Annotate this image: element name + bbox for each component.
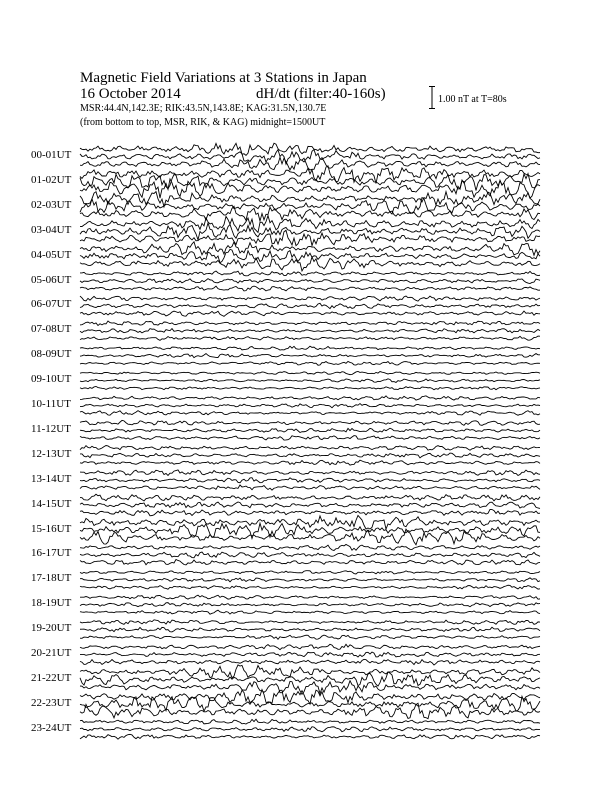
trace-msr [80,681,540,695]
trace-rik [80,404,540,408]
row-label: 07-08UT [31,323,72,336]
row-label: 19-20UT [31,622,72,635]
trace-rik [80,453,540,458]
trace-kag [80,143,540,155]
trace-kag [80,192,540,207]
row-label: 04-05UT [31,248,72,261]
chart-title: Magnetic Field Variations at 3 Stations in Japan [80,70,367,86]
trace-rik [80,603,540,607]
trace-msr [80,257,540,271]
trace-msr [80,610,540,614]
scale-bar [429,86,435,109]
trace-rik [80,578,540,582]
trace-kag [80,216,540,233]
trace-msr [80,286,540,291]
trace-kag [80,515,540,529]
trace-msr [80,361,540,365]
trace-kag [80,470,540,476]
row-label: 18-19UT [31,597,72,610]
trace-kag [80,595,540,599]
row-label: 15-16UT [31,522,72,535]
scale-label: 1.00 nT at T=80s [438,94,507,105]
trace-msr [80,485,540,490]
trace-msr [80,559,540,564]
row-label: 21-22UT [31,671,72,684]
trace-rik [80,303,540,308]
row-label: 16-17UT [31,547,72,560]
row-label: 17-18UT [31,572,72,585]
trace-rik [80,502,540,509]
row-label: 05-06UT [31,273,72,286]
trace-kag [80,620,540,625]
trace-kag [80,544,540,550]
trace-kag [80,271,540,276]
trace-msr [80,460,540,465]
trace-msr [80,659,540,665]
trace-kag [80,420,540,425]
row-label: 09-10UT [31,373,72,386]
trace-kag [80,396,540,400]
row-label: 12-13UT [31,447,72,460]
trace-rik [80,552,540,558]
row-label: 10-11UT [31,398,71,410]
trace-rik [80,627,540,632]
row-label: 14-15UT [31,497,72,510]
trace-rik [80,329,540,333]
row-label: 20-21UT [31,647,72,659]
row-label: 01-02UT [31,173,72,186]
row-label: 23-24UT [31,721,72,734]
trace-msr [80,635,540,639]
row-label: 13-14UT [31,472,72,485]
trace-msr [80,585,540,589]
trace-msr [80,734,540,739]
trace-rik [80,652,540,657]
row-label: 11-12UT [31,422,71,435]
trace-kag [80,446,540,451]
row-label: 06-07UT [31,298,72,311]
chart-quantity: dH/dt (filter:40-160s) [256,86,386,102]
trace-msr [80,311,540,316]
trace-rik [80,478,540,483]
trace-msr [80,336,540,340]
trace-kag [80,296,540,301]
row-label: 00-01UT [31,149,72,161]
row-label: 22-23UT [31,696,72,709]
row-label: 02-03UT [31,198,72,211]
trace-rik [80,727,540,732]
trace-rik [80,249,540,262]
row-label: 03-04UT [31,223,72,236]
trace-kag [80,719,540,724]
trace-msr [80,386,540,389]
trace-rik [80,279,540,284]
trace-rik [80,150,540,165]
trace-rik [80,354,540,358]
trace-msr [80,436,540,440]
station-order-note: (from bottom to top, MSR, RIK, & KAG) midnight=1500UT [80,117,326,128]
chart-date: 16 October 2014 [80,86,181,102]
trace-kag [80,346,540,350]
row-label: 08-09UT [31,348,72,361]
trace-rik [80,379,540,383]
trace-msr [80,509,540,515]
trace-msr [80,411,540,416]
trace-kag [80,644,540,649]
trace-kag [80,321,540,325]
trace-rik [80,428,540,432]
trace-kag [80,371,540,374]
trace-kag [80,665,540,678]
trace-kag [80,494,540,501]
trace-kag [80,690,540,705]
station-coordinates: MSR:44.4N,142.3E; RIK:43.5N,143.8E; KAG:31.5N,130.7E [80,103,327,114]
trace-kag [80,571,540,574]
